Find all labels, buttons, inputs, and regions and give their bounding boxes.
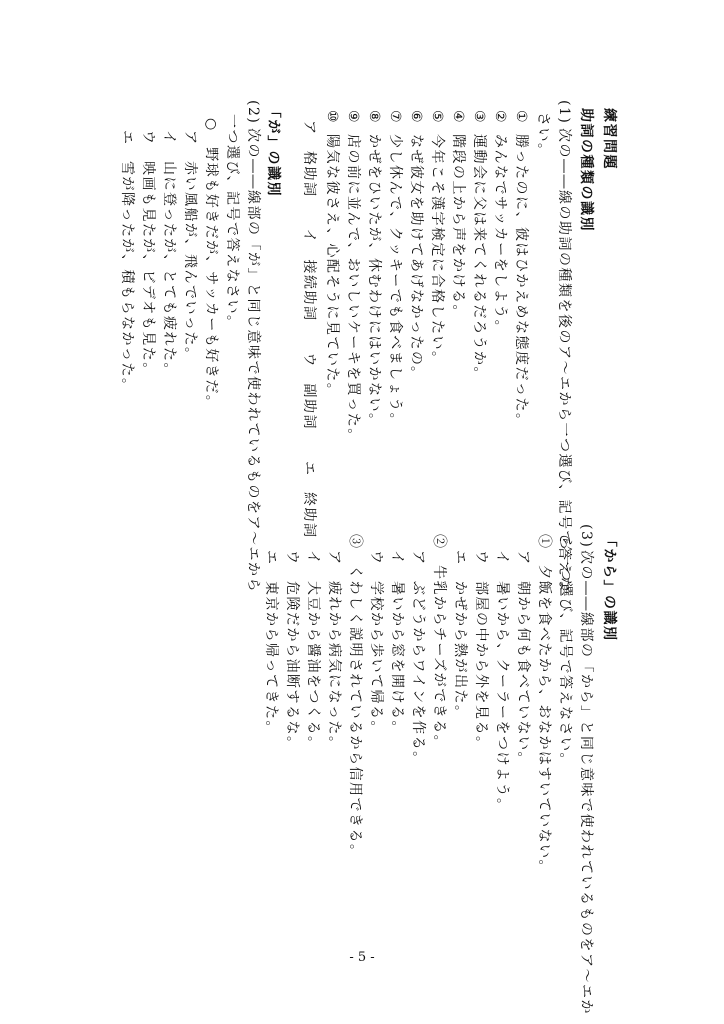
section1-instruction-line1: 次の――線の助詞の種類を後のア～エから一つ選び、記号で答えな bbox=[556, 128, 572, 593]
item-text: 陽気な彼さえ、心配そうに見ていた。 bbox=[324, 134, 340, 399]
option-item: エ 東京から帰ってきた。 bbox=[263, 550, 279, 736]
question-stem: ③ くわしく説明されているから信用できる。 bbox=[347, 534, 363, 860]
option-item: ア 疲れから病気になった。 bbox=[326, 550, 342, 752]
section3-instruction-line1: 次の――線部の「から」と同じ意味で使われているものをア～エか bbox=[578, 550, 594, 1015]
question-stem: ① 夕飯を食べたから、おなかはすいていない。 bbox=[536, 534, 552, 875]
option-item: ウ 危険だから油断するな。 bbox=[284, 550, 300, 752]
option-item: イ 山に登ったが、とても疲れた。 bbox=[161, 130, 177, 378]
option-item: エ 雪が降ったが、積もらなかった。 bbox=[119, 130, 135, 394]
section2-number: (2) bbox=[245, 100, 261, 125]
section2-example: ○ 野球も好きだが、サッカーも好きだ。 bbox=[203, 118, 219, 411]
item-number: ⑧ bbox=[366, 110, 382, 125]
item-text: 階段の上から声をかける。 bbox=[450, 134, 466, 320]
option-item: ウ 映画も見たが、ビデオも見た。 bbox=[140, 130, 156, 378]
option-item: イ 暑いから、クーラーをつけよう。 bbox=[494, 550, 510, 814]
section2-instruction-line1: 次の――線部の「が」と同じ意味で使われているものをア～エから bbox=[245, 128, 261, 593]
item-number: ⑤ bbox=[429, 110, 445, 125]
page-title: 練習問題 bbox=[601, 108, 617, 170]
option-item: イ 暑いから窓を開ける。 bbox=[389, 550, 405, 736]
item-text: みんなでサッカーをしよう。 bbox=[492, 134, 508, 336]
item-number: ⑩ bbox=[324, 110, 340, 125]
item-text: 今年こそ漢字検定に合格したい。 bbox=[429, 134, 445, 367]
item-text: かぜをひいたが、休むわけにはいかない。 bbox=[366, 134, 382, 429]
section1-choices: ア 格助詞 イ 接続助詞 ウ 副助詞 エ 終助詞 bbox=[301, 120, 317, 539]
section1-instruction-line2: さい。 bbox=[535, 112, 551, 159]
item-number: ③ bbox=[471, 110, 487, 125]
item-number: ⑥ bbox=[408, 110, 424, 125]
option-item: エ かぜから熱が出た。 bbox=[452, 550, 468, 721]
section1-heading: 助詞の種類の識別 bbox=[578, 108, 594, 232]
item-number: ⑦ bbox=[387, 110, 403, 125]
section2-heading: 「が」の識別 bbox=[265, 104, 281, 197]
section2-instruction-line2: 一つ選び、記号で答えなさい。 bbox=[224, 114, 240, 331]
option-item: ア 赤い風船が、飛んでいった。 bbox=[182, 130, 198, 363]
item-text: 運動会に父は来てくれるだろうか。 bbox=[471, 134, 487, 382]
item-text: 少し休んで、クッキーでも食べましょう。 bbox=[387, 134, 403, 429]
section1-number: (1) bbox=[556, 100, 572, 125]
item-text: 店の前に並んで、おいしいケーキを買った。 bbox=[345, 134, 361, 444]
item-text: なぜ彼女を助けてあげなかったの。 bbox=[408, 134, 424, 382]
option-item: ウ 学校から歩いて帰る。 bbox=[368, 550, 384, 736]
item-number: ② bbox=[492, 110, 508, 125]
option-item: ア ぶどうからワインを作る。 bbox=[410, 550, 426, 767]
option-item: ウ 部屋の中から外を見る。 bbox=[473, 550, 489, 752]
item-number: ① bbox=[513, 110, 529, 125]
question-stem: ② 牛乳からチーズができる。 bbox=[431, 534, 447, 751]
option-item: イ 大豆から醤油をつくる。 bbox=[305, 550, 321, 752]
section3-heading: 「から」の識別 bbox=[601, 533, 617, 642]
section3-instruction-line2: ら一つ選び、記号で答えなさい。 bbox=[557, 536, 573, 768]
item-text: 勝ったのに、彼はひかえめな態度だった。 bbox=[513, 134, 529, 429]
section3-number: (3) bbox=[578, 524, 594, 549]
item-number: ⑨ bbox=[345, 110, 361, 125]
option-item: ア 朝から何も食べていない。 bbox=[515, 550, 531, 767]
item-number: ④ bbox=[450, 110, 466, 125]
page-number: - 5 - bbox=[349, 950, 375, 965]
